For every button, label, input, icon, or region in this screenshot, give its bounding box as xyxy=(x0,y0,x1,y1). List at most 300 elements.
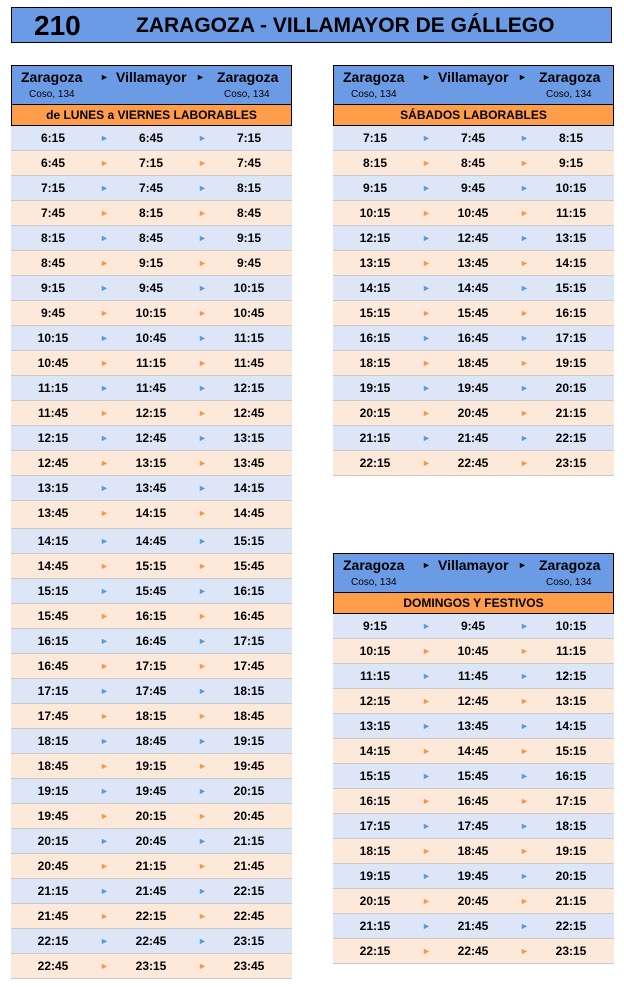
departure-time: 14:15 xyxy=(359,744,391,758)
timetable-row xyxy=(11,704,292,729)
arrow-icon: ► xyxy=(520,896,529,906)
timetable-row xyxy=(11,276,292,301)
departure-time: 18:45 xyxy=(37,759,69,773)
destination-stop-label: Zaragoza xyxy=(539,69,601,85)
return-time: 14:15 xyxy=(555,256,587,270)
midpoint-time: 16:45 xyxy=(457,331,489,345)
return-time: 20:15 xyxy=(233,784,265,798)
return-time: 18:15 xyxy=(233,684,265,698)
midpoint-time: 19:15 xyxy=(135,759,167,773)
arrow-icon: ► xyxy=(422,208,431,218)
midpoint-time: 9:45 xyxy=(138,281,164,295)
departure-time: 15:15 xyxy=(359,306,391,320)
midpoint-time: 19:45 xyxy=(457,869,489,883)
arrow-icon: ► xyxy=(100,586,109,596)
midpoint-time: 23:15 xyxy=(135,959,167,973)
timetable-row xyxy=(11,301,292,326)
arrow-icon: ► xyxy=(198,661,207,671)
arrow-icon: ► xyxy=(422,358,431,368)
midpoint-time: 20:45 xyxy=(457,406,489,420)
saturday-timetable xyxy=(333,65,614,476)
arrow-icon: ► xyxy=(198,786,207,796)
departure-time: 9:45 xyxy=(40,306,66,320)
midpoint-time: 22:45 xyxy=(457,456,489,470)
arrow-icon: ► xyxy=(100,283,109,293)
timetable-row xyxy=(333,889,614,914)
midpoint-time: 20:45 xyxy=(135,834,167,848)
midpoint-time: 10:45 xyxy=(135,331,167,345)
midpoint-time: 8:45 xyxy=(460,156,486,170)
arrow-icon: ► xyxy=(422,646,431,656)
departure-time: 11:15 xyxy=(359,669,391,683)
midpoint-time: 16:45 xyxy=(457,794,489,808)
timetable-row xyxy=(333,764,614,789)
schedule-type-label: de LUNES a VIERNES LABORABLES xyxy=(11,105,292,126)
arrow-icon: ► xyxy=(520,746,529,756)
arrow-icon: ► xyxy=(520,646,529,656)
arrow-icon: ► xyxy=(520,233,529,243)
arrow-icon: ► xyxy=(422,921,431,931)
midpoint-time: 18:45 xyxy=(457,356,489,370)
return-time: 23:45 xyxy=(233,959,265,973)
timetable-row xyxy=(11,201,292,226)
return-time: 17:15 xyxy=(233,634,265,648)
arrow-icon: ► xyxy=(422,746,431,756)
arrow-icon: ► xyxy=(100,736,109,746)
arrow-icon: ► xyxy=(422,821,431,831)
timetable-row xyxy=(11,451,292,476)
arrow-icon: ► xyxy=(100,961,109,971)
timetable-row xyxy=(333,914,614,939)
timetable-row xyxy=(333,664,614,689)
departure-time: 17:45 xyxy=(37,709,69,723)
arrow-icon: ► xyxy=(198,458,207,468)
return-time: 11:15 xyxy=(233,331,265,345)
arrow-icon: ► xyxy=(520,796,529,806)
arrow-icon: ► xyxy=(100,786,109,796)
return-time: 11:45 xyxy=(233,356,265,370)
departure-time: 21:45 xyxy=(37,909,69,923)
arrow-icon: ► xyxy=(520,921,529,931)
arrow-icon: ► xyxy=(198,308,207,318)
arrow-icon: ► xyxy=(198,283,207,293)
timetable-row xyxy=(11,954,292,979)
departure-time: 8:15 xyxy=(40,231,66,245)
arrow-icon: ► xyxy=(422,796,431,806)
midpoint-time: 12:15 xyxy=(135,406,167,420)
return-time: 13:15 xyxy=(233,431,265,445)
departure-time: 21:15 xyxy=(359,919,391,933)
departure-time: 20:45 xyxy=(37,859,69,873)
arrow-icon: ► xyxy=(198,508,207,518)
arrow-icon: ► xyxy=(520,333,529,343)
arrow-icon: ► xyxy=(100,258,109,268)
midpoint-time: 14:45 xyxy=(457,281,489,295)
return-time: 21:15 xyxy=(555,406,587,420)
timetable-row xyxy=(333,614,614,639)
timetable-row xyxy=(11,904,292,929)
departure-time: 12:15 xyxy=(37,431,69,445)
timetable-row xyxy=(333,739,614,764)
arrow-icon: ► xyxy=(198,358,207,368)
departure-time: 11:15 xyxy=(37,381,69,395)
return-time: 16:15 xyxy=(233,584,265,598)
return-time: 19:15 xyxy=(233,734,265,748)
return-time: 10:15 xyxy=(555,619,587,633)
departure-time: 7:15 xyxy=(40,181,66,195)
route-name: ZARAGOZA - VILLAMAYOR DE GÁLLEGO xyxy=(136,14,555,37)
departure-time: 8:15 xyxy=(362,156,388,170)
return-time: 14:45 xyxy=(233,506,265,520)
arrow-icon: ► xyxy=(422,560,431,570)
arrow-icon: ► xyxy=(100,861,109,871)
departure-time: 7:15 xyxy=(362,131,388,145)
timetable-row xyxy=(333,426,614,451)
return-time: 8:15 xyxy=(236,181,262,195)
timetable-row xyxy=(333,939,614,964)
midpoint-time: 7:45 xyxy=(460,131,486,145)
departure-time: 14:45 xyxy=(37,559,69,573)
midpoint-time: 21:45 xyxy=(135,884,167,898)
arrow-icon: ► xyxy=(198,711,207,721)
arrow-icon: ► xyxy=(100,711,109,721)
destination-stop-label: Zaragoza xyxy=(539,557,601,573)
departure-time: 6:15 xyxy=(40,131,66,145)
midpoint-time: 14:15 xyxy=(135,506,167,520)
return-time: 19:45 xyxy=(233,759,265,773)
return-time: 21:15 xyxy=(555,894,587,908)
arrow-icon: ► xyxy=(100,661,109,671)
column-header xyxy=(333,553,614,593)
departure-time: 14:15 xyxy=(359,281,391,295)
arrow-icon: ► xyxy=(100,483,109,493)
arrow-icon: ► xyxy=(198,333,207,343)
return-time: 19:15 xyxy=(555,844,587,858)
departure-time: 10:15 xyxy=(37,331,69,345)
arrow-icon: ► xyxy=(518,72,527,82)
arrow-icon: ► xyxy=(422,721,431,731)
timetable-row xyxy=(333,351,614,376)
timetable-row xyxy=(11,351,292,376)
arrow-icon: ► xyxy=(100,433,109,443)
timetable-row xyxy=(11,529,292,554)
departure-time: 19:45 xyxy=(37,809,69,823)
return-time: 7:45 xyxy=(236,156,262,170)
arrow-icon: ► xyxy=(100,158,109,168)
arrow-icon: ► xyxy=(100,233,109,243)
arrow-icon: ► xyxy=(520,771,529,781)
midpoint-time: 20:15 xyxy=(135,809,167,823)
weekday-timetable xyxy=(11,65,292,979)
arrow-icon: ► xyxy=(100,636,109,646)
return-time: 22:45 xyxy=(233,909,265,923)
origin-stop-label: Zaragoza xyxy=(343,557,405,573)
return-time: 15:45 xyxy=(233,559,265,573)
midpoint-time: 13:45 xyxy=(457,256,489,270)
timetable-row xyxy=(333,301,614,326)
arrow-icon: ► xyxy=(100,536,109,546)
timetable-row xyxy=(11,729,292,754)
midpoint-time: 21:45 xyxy=(457,431,489,445)
midpoint-time: 19:45 xyxy=(457,381,489,395)
arrow-icon: ► xyxy=(422,308,431,318)
arrow-icon: ► xyxy=(422,621,431,631)
timetable-row xyxy=(11,326,292,351)
arrow-icon: ► xyxy=(520,821,529,831)
timetable-row xyxy=(11,804,292,829)
midpoint-time: 12:45 xyxy=(457,231,489,245)
timetable-row xyxy=(333,714,614,739)
midpoint-time: 6:45 xyxy=(138,131,164,145)
timetable-row xyxy=(333,451,614,476)
return-time: 13:15 xyxy=(555,231,587,245)
timetable-row xyxy=(11,779,292,804)
arrow-icon: ► xyxy=(422,333,431,343)
arrow-icon: ► xyxy=(198,611,207,621)
arrow-icon: ► xyxy=(100,183,109,193)
origin-stop-label: Zaragoza xyxy=(21,69,83,85)
departure-time: 7:45 xyxy=(40,206,66,220)
midpoint-time: 13:15 xyxy=(135,456,167,470)
departure-time: 13:15 xyxy=(359,719,391,733)
timetable-row xyxy=(11,126,292,151)
return-time: 20:15 xyxy=(555,869,587,883)
return-time: 18:45 xyxy=(233,709,265,723)
arrow-icon: ► xyxy=(198,383,207,393)
arrow-icon: ► xyxy=(520,258,529,268)
arrow-icon: ► xyxy=(198,811,207,821)
return-time: 12:45 xyxy=(233,406,265,420)
sunday-timetable xyxy=(333,553,614,964)
timetable-row xyxy=(11,579,292,604)
departure-time: 21:15 xyxy=(37,884,69,898)
timetable-row xyxy=(11,604,292,629)
origin-stop-label: Zaragoza xyxy=(343,69,405,85)
arrow-icon: ► xyxy=(520,383,529,393)
arrow-icon: ► xyxy=(198,886,207,896)
arrow-icon: ► xyxy=(198,636,207,646)
return-time: 10:45 xyxy=(233,306,265,320)
return-time: 11:15 xyxy=(555,206,587,220)
arrow-icon: ► xyxy=(422,133,431,143)
arrow-icon: ► xyxy=(422,433,431,443)
departure-time: 10:15 xyxy=(359,644,391,658)
arrow-icon: ► xyxy=(520,433,529,443)
arrow-icon: ► xyxy=(100,383,109,393)
middle-stop-label: Villamayor xyxy=(438,69,509,85)
column-header xyxy=(11,65,292,105)
midpoint-time: 17:45 xyxy=(457,819,489,833)
return-time: 15:15 xyxy=(233,534,265,548)
midpoint-time: 18:15 xyxy=(135,709,167,723)
arrow-icon: ► xyxy=(422,896,431,906)
column-header xyxy=(333,65,614,105)
midpoint-time: 15:15 xyxy=(135,559,167,573)
timetable-row xyxy=(11,629,292,654)
return-time: 23:15 xyxy=(555,456,587,470)
return-time: 20:15 xyxy=(555,381,587,395)
midpoint-time: 19:45 xyxy=(135,784,167,798)
arrow-icon: ► xyxy=(422,72,431,82)
arrow-icon: ► xyxy=(100,911,109,921)
departure-time: 22:15 xyxy=(359,944,391,958)
departure-time: 11:45 xyxy=(37,406,69,420)
arrow-icon: ► xyxy=(520,458,529,468)
return-time: 15:15 xyxy=(555,281,587,295)
midpoint-time: 15:45 xyxy=(135,584,167,598)
midpoint-time: 7:45 xyxy=(138,181,164,195)
midpoint-time: 22:15 xyxy=(135,909,167,923)
timetable-row xyxy=(11,176,292,201)
arrow-icon: ► xyxy=(520,133,529,143)
midpoint-time: 18:45 xyxy=(457,844,489,858)
arrow-icon: ► xyxy=(198,761,207,771)
destination-stop-label: Zaragoza xyxy=(217,69,279,85)
arrow-icon: ► xyxy=(198,183,207,193)
departure-time: 20:15 xyxy=(359,894,391,908)
origin-stop-detail: Coso, 134 xyxy=(29,89,75,100)
arrow-icon: ► xyxy=(100,208,109,218)
timetable-row xyxy=(11,476,292,501)
departure-time: 10:15 xyxy=(359,206,391,220)
arrow-icon: ► xyxy=(520,208,529,218)
arrow-icon: ► xyxy=(198,961,207,971)
arrow-icon: ► xyxy=(100,761,109,771)
arrow-icon: ► xyxy=(422,771,431,781)
departure-time: 20:15 xyxy=(37,834,69,848)
arrow-icon: ► xyxy=(100,308,109,318)
arrow-icon: ► xyxy=(100,358,109,368)
return-time: 9:15 xyxy=(236,231,262,245)
timetable-row xyxy=(11,251,292,276)
timetable-row xyxy=(333,864,614,889)
departure-time: 9:15 xyxy=(362,619,388,633)
timetable-row xyxy=(11,929,292,954)
midpoint-time: 14:45 xyxy=(457,744,489,758)
arrow-icon: ► xyxy=(100,508,109,518)
arrow-icon: ► xyxy=(422,946,431,956)
midpoint-time: 22:45 xyxy=(135,934,167,948)
arrow-icon: ► xyxy=(422,458,431,468)
timetable-row xyxy=(11,501,292,529)
arrow-icon: ► xyxy=(196,72,205,82)
midpoint-time: 10:45 xyxy=(457,644,489,658)
return-time: 11:15 xyxy=(555,644,587,658)
departure-time: 16:15 xyxy=(359,794,391,808)
arrow-icon: ► xyxy=(518,560,527,570)
midpoint-time: 15:45 xyxy=(457,769,489,783)
arrow-icon: ► xyxy=(198,861,207,871)
arrow-icon: ► xyxy=(520,308,529,318)
departure-time: 18:15 xyxy=(37,734,69,748)
midpoint-time: 16:15 xyxy=(135,609,167,623)
timetable-row xyxy=(11,829,292,854)
departure-time: 15:45 xyxy=(37,609,69,623)
arrow-icon: ► xyxy=(520,408,529,418)
timetable-row xyxy=(11,226,292,251)
departure-time: 19:15 xyxy=(359,381,391,395)
departure-time: 16:45 xyxy=(37,659,69,673)
arrow-icon: ► xyxy=(198,586,207,596)
timetable-row xyxy=(11,854,292,879)
arrow-icon: ► xyxy=(100,611,109,621)
departure-time: 9:15 xyxy=(362,181,388,195)
arrow-icon: ► xyxy=(198,736,207,746)
departure-time: 20:15 xyxy=(359,406,391,420)
arrow-icon: ► xyxy=(100,836,109,846)
timetable-row xyxy=(11,654,292,679)
midpoint-time: 11:15 xyxy=(135,356,167,370)
arrow-icon: ► xyxy=(100,333,109,343)
arrow-icon: ► xyxy=(100,408,109,418)
midpoint-time: 14:45 xyxy=(135,534,167,548)
arrow-icon: ► xyxy=(422,233,431,243)
arrow-icon: ► xyxy=(422,258,431,268)
timetable-row xyxy=(333,126,614,151)
arrow-icon: ► xyxy=(520,283,529,293)
return-time: 16:45 xyxy=(233,609,265,623)
departure-time: 19:15 xyxy=(359,869,391,883)
timetable-row xyxy=(333,689,614,714)
return-time: 10:15 xyxy=(555,181,587,195)
arrow-icon: ► xyxy=(422,158,431,168)
return-time: 16:15 xyxy=(555,769,587,783)
return-time: 16:15 xyxy=(555,306,587,320)
timetable-row xyxy=(11,879,292,904)
arrow-icon: ► xyxy=(520,946,529,956)
midpoint-time: 9:45 xyxy=(460,181,486,195)
departure-time: 13:15 xyxy=(37,481,69,495)
arrow-icon: ► xyxy=(520,846,529,856)
arrow-icon: ► xyxy=(198,536,207,546)
arrow-icon: ► xyxy=(422,283,431,293)
return-time: 17:45 xyxy=(233,659,265,673)
departure-time: 22:45 xyxy=(37,959,69,973)
return-time: 21:15 xyxy=(233,834,265,848)
return-time: 8:45 xyxy=(236,206,262,220)
return-time: 21:45 xyxy=(233,859,265,873)
midpoint-time: 15:45 xyxy=(457,306,489,320)
arrow-icon: ► xyxy=(198,561,207,571)
arrow-icon: ► xyxy=(100,561,109,571)
arrow-icon: ► xyxy=(100,458,109,468)
departure-time: 8:45 xyxy=(40,256,66,270)
departure-time: 14:15 xyxy=(37,534,69,548)
arrow-icon: ► xyxy=(422,408,431,418)
midpoint-time: 17:15 xyxy=(135,659,167,673)
arrow-icon: ► xyxy=(198,483,207,493)
midpoint-time: 10:45 xyxy=(457,206,489,220)
timetable-row xyxy=(333,789,614,814)
return-time: 17:15 xyxy=(555,794,587,808)
midpoint-time: 16:45 xyxy=(135,634,167,648)
midpoint-time: 20:45 xyxy=(457,894,489,908)
return-time: 12:15 xyxy=(233,381,265,395)
arrow-icon: ► xyxy=(100,811,109,821)
timetable-row xyxy=(11,754,292,779)
return-time: 13:15 xyxy=(555,694,587,708)
midpoint-time: 10:15 xyxy=(135,306,167,320)
timetable-row xyxy=(11,679,292,704)
departure-time: 16:15 xyxy=(37,634,69,648)
midpoint-time: 8:15 xyxy=(138,206,164,220)
return-time: 9:15 xyxy=(558,156,584,170)
departure-time: 15:15 xyxy=(359,769,391,783)
midpoint-time: 11:45 xyxy=(457,669,489,683)
arrow-icon: ► xyxy=(520,721,529,731)
return-time: 18:15 xyxy=(555,819,587,833)
midpoint-time: 21:15 xyxy=(135,859,167,873)
